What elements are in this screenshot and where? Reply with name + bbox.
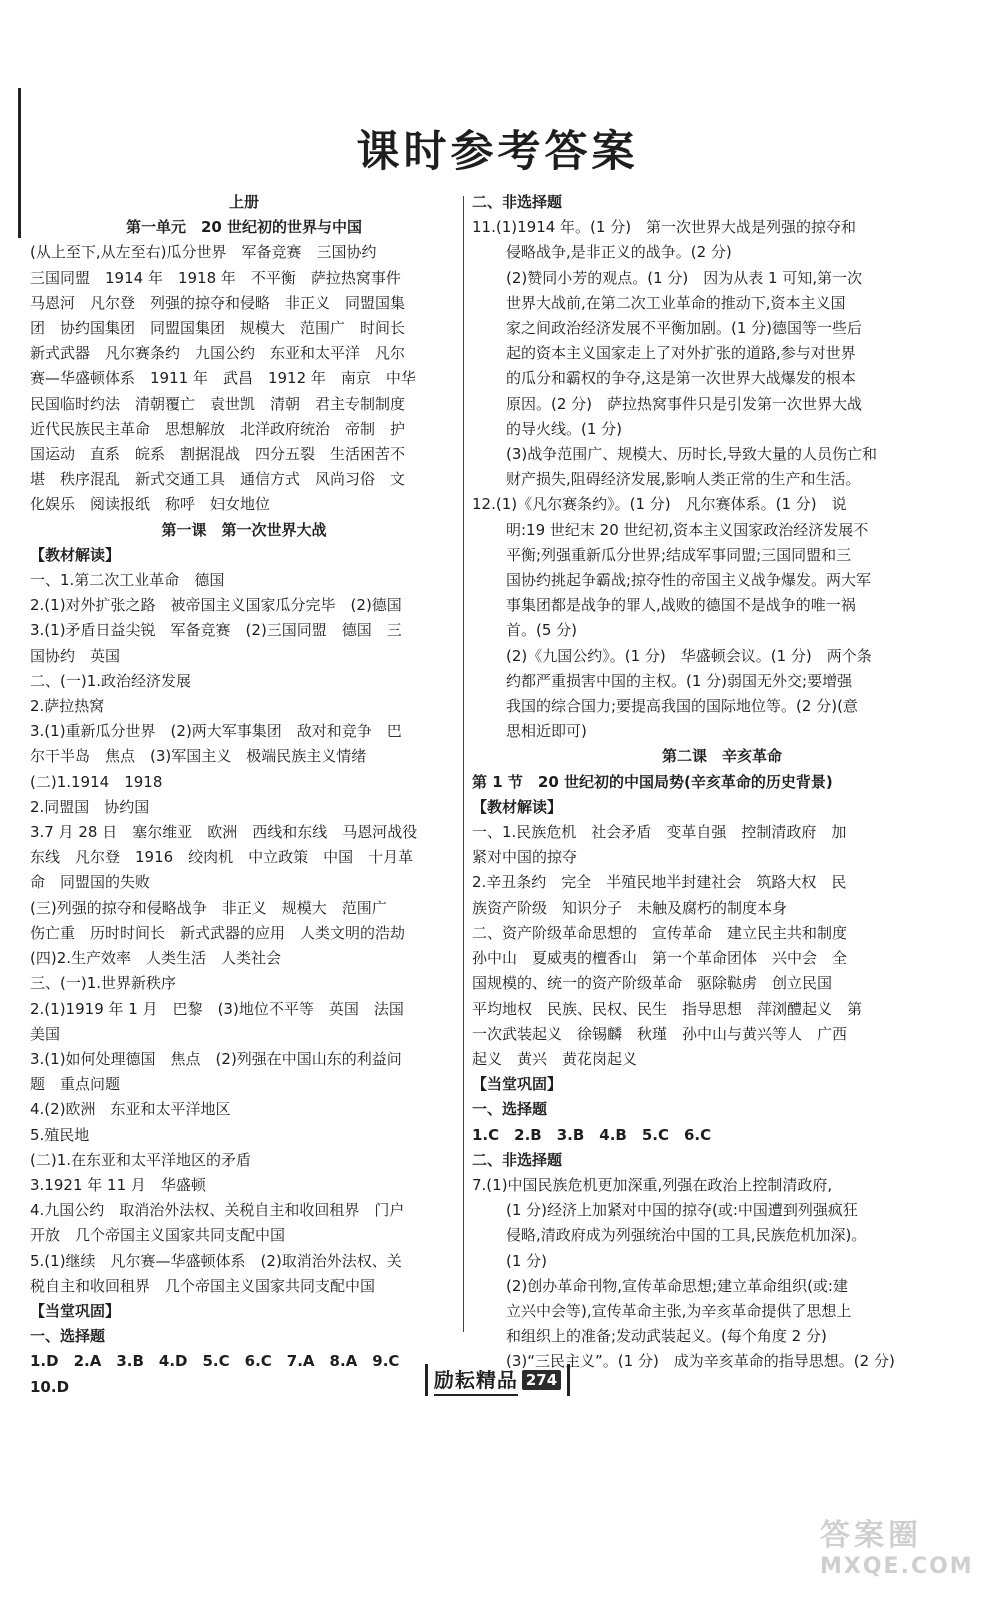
answer-line: 税自主和收回租界 几个帝国主义国家共同支配中国 — [30, 1276, 376, 1295]
answer-line: 孙中山 夏威夷的檀香山 第一个革命团体 兴中会 全 — [472, 949, 848, 968]
answer-line: 世界大战前,在第二次工业革命的推动下,资本主义国 — [506, 293, 846, 312]
answer-line: 三国同盟 1914 年 1918 年 不平衡 萨拉热窝事件 — [30, 268, 401, 287]
answer-line: 国协约 英国 — [30, 646, 121, 665]
answer-line: 3.(1)矛盾日益尖锐 军备竞赛 (2)三国同盟 德国 三 — [30, 621, 402, 640]
answer-line: 侵略,清政府成为列强统治中国的工具,民族危机加深)。 — [506, 1226, 867, 1245]
answer-line: 马恩河 凡尔登 列强的掠夺和侵略 非正义 同盟国集 — [30, 293, 406, 312]
answer-line: 命 同盟国的失败 — [30, 873, 151, 892]
answer-line: 3.(1)重新瓜分世界 (2)两大军事集团 敌对和竞争 巴 — [30, 722, 402, 741]
answer-line: 一、选择题 — [472, 1100, 548, 1119]
watermark-logo — [820, 1510, 985, 1590]
answer-line: 5.(1)继续 凡尔赛—华盛顿体系 (2)取消治外法权、关 — [30, 1251, 402, 1270]
answer-line: 一、1.第二次工业革命 德国 — [30, 571, 225, 590]
answer-line: (四)2.生产效率 人类生活 人类社会 — [30, 949, 282, 968]
answer-line: 【当堂巩固】 — [30, 1301, 121, 1320]
answer-line: 和组织上的准备;发动武装起义。(每个角度 2 分) — [506, 1327, 827, 1346]
footer — [0, 1364, 995, 1396]
answer-line: 12.(1)《凡尔赛条约》。(1 分) 凡尔赛体系。(1 分) 说 — [472, 495, 847, 514]
section-heading: 第一课 第一次世界大战 — [161, 520, 327, 539]
answer-line: 二、非选择题 — [472, 193, 563, 211]
answer-line: 【当堂巩固】 — [472, 1075, 563, 1094]
answer-line: 2.萨拉热窝 — [30, 697, 105, 716]
footer-brand-box — [425, 1364, 570, 1396]
answer-line: (二)1.1914 1918 — [30, 772, 163, 791]
answer-line: 1.C 2.B 3.B 4.B 5.C 6.C — [472, 1125, 712, 1144]
answer-line: 新式武器 凡尔赛条约 九国公约 东亚和太平洋 凡尔 — [30, 344, 406, 363]
answer-line: 族资产阶级 知识分子 未触及腐朽的制度本身 — [472, 898, 788, 917]
answer-line: (二)1.在东亚和太平洋地区的矛盾 — [30, 1150, 252, 1169]
answer-line: (2)赞同小芳的观点。(1 分) 因为从表 1 可知,第一次 — [506, 268, 863, 287]
answer-line: 二、资产阶级革命思想的 宣传革命 建立民主共和制度 — [472, 923, 848, 942]
answer-line: 我国的综合国力;要提高我国的国际地位等。(2 分)(意 — [506, 697, 858, 716]
answer-line: 思相近即可) — [506, 722, 587, 741]
answer-line: 堪 秩序混乱 新式交通工具 通信方式 风尚习俗 文 — [30, 470, 406, 489]
watermark-bottom: MXQE.COM — [820, 1554, 974, 1579]
answer-line: 团 协约国集团 同盟国集团 规模大 范围广 时间长 — [30, 319, 406, 338]
answer-line: 2.(1)1919 年 1 月 巴黎 (3)地位不平等 英国 法国 — [30, 999, 404, 1018]
answer-line: 美国 — [30, 1024, 61, 1043]
answer-line: 的导火线。(1 分) — [506, 419, 623, 438]
answer-line: 事集团都是战争的罪人,战败的德国不是战争的唯一祸 — [506, 596, 856, 615]
answer-line: 国运动 直系 皖系 割据混战 四分五裂 生活困苦不 — [30, 445, 406, 464]
answer-line: 民国临时约法 清朝覆亡 袁世凯 清朝 君主专制制度 — [30, 394, 406, 413]
answer-line: 3.1921 年 11 月 华盛顿 — [30, 1175, 206, 1194]
answer-line: 【教材解读】 — [472, 797, 563, 816]
answer-line: 4.九国公约 取消治外法权、关税自主和收回租界 门户 — [30, 1201, 405, 1220]
section-heading: 第二课 辛亥革命 — [661, 747, 782, 766]
answer-line: 第 1 节 20 世纪初的中国局势(辛亥革命的历史背景) — [472, 772, 833, 791]
page-title: 课时参考答案 — [356, 127, 639, 177]
column-divider — [463, 196, 464, 1332]
section-heading: 上册 — [228, 193, 259, 211]
answer-line: 2.(1)对外扩张之路 被帝国主义国家瓜分完毕 (2)德国 — [30, 596, 402, 615]
answer-line: 5.殖民地 — [30, 1125, 90, 1144]
page-number: 274 — [522, 1370, 561, 1390]
answer-line: 伤亡重 历时时间长 新式武器的应用 人类文明的浩劫 — [30, 923, 406, 942]
answer-line: 财产损失,阻碍经济发展,影响人类正常的生产和生活。 — [506, 470, 861, 489]
answer-line: 东线 凡尔登 1916 绞肉机 中立政策 中国 十月革 — [30, 848, 414, 867]
answer-line: 10.D — [30, 1377, 70, 1396]
section-heading: 第一单元 20 世纪初的世界与中国 — [125, 218, 363, 237]
answer-line: 起义 黄兴 黄花岗起义 — [472, 1049, 638, 1068]
answer-line: 开放 几个帝国主义国家共同支配中国 — [30, 1226, 286, 1245]
answer-line: 3.7 月 28 日 塞尔维亚 欧洲 西线和东线 马恩河战役 — [30, 823, 418, 842]
answer-line: 【教材解读】 — [30, 545, 121, 564]
answer-line: 二、非选择题 — [472, 1150, 563, 1169]
answer-line: 侵略战争,是非正义的战争。(2 分) — [506, 243, 732, 262]
answer-line: (三)列强的掠夺和侵略战争 非正义 规模大 范围广 — [30, 898, 387, 917]
answer-line: 3.(1)如何处理德国 焦点 (2)列强在中国山东的利益问 — [30, 1049, 402, 1068]
answer-line: 三、(一)1.世界新秩序 — [30, 974, 177, 993]
answer-line: (从上至下,从左至右)瓜分世界 军备竞赛 三国协约 — [30, 243, 377, 262]
answer-line: (3)战争范围广、规模大、历时长,导致大量的人员伤亡和 — [506, 445, 878, 464]
watermark-top: 答案圈 — [820, 1518, 922, 1553]
answer-line: 约都严重损害中国的主权。(1 分)弱国无外交;要增强 — [506, 671, 853, 690]
brand-name: 励耘精品 — [434, 1364, 518, 1396]
answer-line: 化娱乐 阅读报纸 称呼 妇女地位 — [30, 495, 271, 514]
answer-line: 平衡;列强重新瓜分世界;结成军事同盟;三国同盟和三 — [506, 545, 852, 564]
answer-line: 家之间政治经济发展不平衡加剧。(1 分)德国等一些后 — [506, 319, 863, 338]
answer-line: 首。(5 分) — [506, 621, 578, 640]
answer-line: 二、(一)1.政治经济发展 — [30, 671, 192, 690]
answer-line: (1 分)经济上加紧对中国的掠夺(或:中国遭到列强疯狂 — [506, 1201, 858, 1220]
answer-line: 2.辛丑条约 完全 半殖民地半封建社会 筑路大权 民 — [472, 873, 847, 892]
answer-line: 尔干半岛 焦点 (3)军国主义 极端民族主义情绪 — [30, 747, 367, 766]
answer-line: (1 分) — [506, 1251, 548, 1270]
answer-line: 题 重点问题 — [30, 1075, 121, 1094]
answer-line: 的瓜分和霸权的争夺,这是第一次世界大战爆发的根本 — [506, 369, 856, 388]
answer-line: 近代民族民主革命 思想解放 北洋政府统治 帝制 护 — [30, 419, 406, 438]
answer-line: 7.(1)中国民族危机更加深重,列强在政治上控制清政府, — [472, 1175, 833, 1194]
answer-line: 一次武装起义 徐锡麟 秋瑾 孙中山与黄兴等人 广西 — [472, 1024, 848, 1043]
answer-line: 赛—华盛顿体系 1911 年 武昌 1912 年 南京 中华 — [30, 369, 416, 388]
answer-line: (2)创办革命刊物,宣传革命思想;建立革命组织(或:建 — [506, 1276, 848, 1295]
answer-line: 2.同盟国 协约国 — [30, 797, 150, 816]
answer-line: 一、1.民族危机 社会矛盾 变革自强 控制清政府 加 — [472, 823, 847, 842]
answer-line: (3)“三民主义”。(1 分) 成为辛亥革命的指导思想。(2 分) — [506, 1352, 895, 1371]
right-column — [472, 190, 972, 1375]
answer-line: 国协约挑起争霸战;掠夺性的帝国主义战争爆发。两大军 — [506, 571, 872, 590]
answer-line: 明:19 世纪末 20 世纪初,资本主义国家政治经济发展不 — [506, 520, 869, 539]
answer-line: 4.(2)欧洲 东亚和太平洋地区 — [30, 1100, 231, 1119]
answer-line: (2)《九国公约》。(1 分) 华盛顿会议。(1 分) 两个条 — [506, 646, 872, 665]
answer-line: 1.D 2.A 3.B 4.D 5.C 6.C 7.A 8.A 9.C — [30, 1352, 400, 1371]
answer-line: 平均地权 民族、民权、民生 指导思想 萍浏醴起义 第 — [472, 999, 863, 1018]
left-column — [30, 190, 458, 1400]
answer-line: 国规模的、统一的资产阶级革命 驱除鞑虏 创立民国 — [472, 974, 833, 993]
answer-line: 紧对中国的掠夺 — [472, 848, 578, 867]
answer-line: 原因。(2 分) 萨拉热窝事件只是引发第一次世界大战 — [506, 394, 863, 413]
answer-line: 立兴中会等),宣传革命主张,为辛亥革命提供了思想上 — [506, 1301, 852, 1320]
answer-line: 起的资本主义国家走上了对外扩张的道路,参与对世界 — [506, 344, 856, 363]
answer-line: 11.(1)1914 年。(1 分) 第一次世界大战是列强的掠夺和 — [472, 218, 857, 237]
answer-line: 一、选择题 — [30, 1327, 106, 1346]
